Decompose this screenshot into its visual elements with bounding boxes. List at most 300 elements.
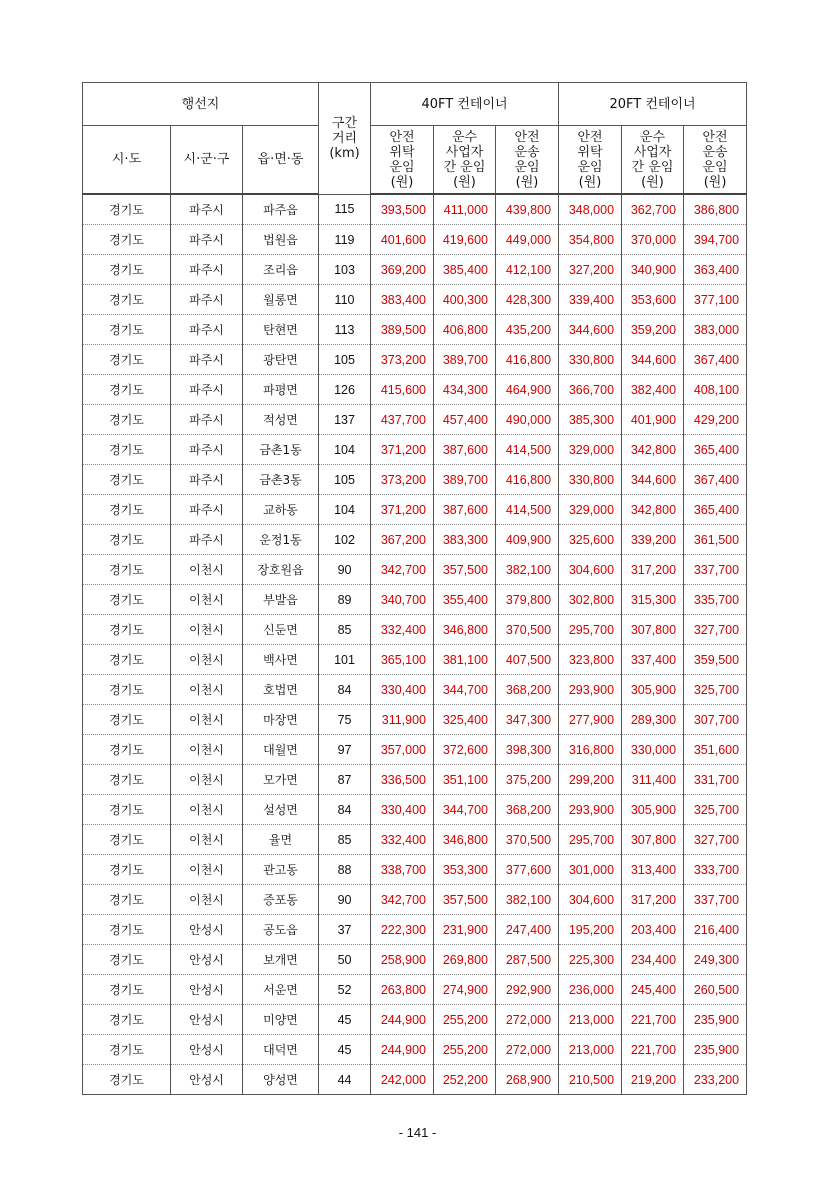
cell-sigungu: 이천시: [171, 735, 243, 765]
cell-40ft-safe-transport-fare: 370,500: [496, 825, 559, 855]
cell-20ft-safe-consign-fare: 213,000: [559, 1035, 622, 1065]
cell-sigungu: 이천시: [171, 885, 243, 915]
header-20ft-safe-consign: 안전 위탁 운임 (원): [559, 126, 622, 195]
cell-distance-km: 104: [319, 495, 371, 525]
table-row: [83, 1065, 747, 1095]
cell-20ft-safe-consign-fare: 295,700: [559, 615, 622, 645]
cell-20ft-safe-consign-fare: 304,600: [559, 885, 622, 915]
cell-20ft-safe-consign-fare: 385,300: [559, 405, 622, 435]
cell-40ft-safe-consign-fare: 336,500: [371, 765, 434, 795]
cell-40ft-safe-transport-fare: 414,500: [496, 435, 559, 465]
cell-20ft-safe-consign-fare: 329,000: [559, 435, 622, 465]
cell-eupmyeondong: 조리읍: [243, 255, 319, 285]
table-row: [83, 945, 747, 975]
cell-20ft-carrier-fare: 342,800: [622, 435, 684, 465]
cell-eupmyeondong: 운정1동: [243, 525, 319, 555]
cell-sigungu: 파주시: [171, 435, 243, 465]
cell-20ft-safe-transport-fare: 327,700: [684, 825, 747, 855]
cell-20ft-safe-consign-fare: 195,200: [559, 915, 622, 945]
cell-eupmyeondong: 적성면: [243, 405, 319, 435]
cell-20ft-safe-transport-fare: 233,200: [684, 1065, 747, 1095]
cell-20ft-safe-transport-fare: 337,700: [684, 885, 747, 915]
cell-20ft-safe-transport-fare: 337,700: [684, 555, 747, 585]
cell-distance-km: 85: [319, 825, 371, 855]
cell-40ft-safe-transport-fare: 272,000: [496, 1035, 559, 1065]
cell-40ft-safe-transport-fare: 382,100: [496, 885, 559, 915]
cell-40ft-safe-consign-fare: 338,700: [371, 855, 434, 885]
cell-sigungu: 안성시: [171, 975, 243, 1005]
cell-40ft-carrier-fare: 269,800: [434, 945, 496, 975]
cell-40ft-safe-consign-fare: 401,600: [371, 225, 434, 255]
cell-20ft-safe-transport-fare: 335,700: [684, 585, 747, 615]
cell-40ft-safe-transport-fare: 368,200: [496, 675, 559, 705]
cell-eupmyeondong: 금촌3동: [243, 465, 319, 495]
cell-distance-km: 102: [319, 525, 371, 555]
cell-20ft-carrier-fare: 339,200: [622, 525, 684, 555]
cell-20ft-safe-consign-fare: 329,000: [559, 495, 622, 525]
header-sido: 시·도: [83, 126, 171, 195]
table-row: [83, 375, 747, 405]
cell-40ft-safe-consign-fare: 244,900: [371, 1005, 434, 1035]
cell-eupmyeondong: 금촌1동: [243, 435, 319, 465]
cell-20ft-carrier-fare: 234,400: [622, 945, 684, 975]
cell-sigungu: 파주시: [171, 495, 243, 525]
cell-eupmyeondong: 광탄면: [243, 345, 319, 375]
cell-40ft-safe-consign-fare: 332,400: [371, 825, 434, 855]
cell-20ft-safe-consign-fare: 225,300: [559, 945, 622, 975]
cell-40ft-safe-consign-fare: 371,200: [371, 495, 434, 525]
cell-40ft-carrier-fare: 252,200: [434, 1065, 496, 1095]
header-distance: 구간 거리 (km): [319, 83, 371, 195]
cell-20ft-safe-transport-fare: 235,900: [684, 1005, 747, 1035]
cell-sido: 경기도: [83, 615, 171, 645]
cell-40ft-safe-transport-fare: 292,900: [496, 975, 559, 1005]
cell-20ft-safe-transport-fare: 365,400: [684, 435, 747, 465]
cell-eupmyeondong: 부발읍: [243, 585, 319, 615]
cell-20ft-carrier-fare: 313,400: [622, 855, 684, 885]
table-row: [83, 885, 747, 915]
cell-40ft-carrier-fare: 274,900: [434, 975, 496, 1005]
cell-40ft-carrier-fare: 419,600: [434, 225, 496, 255]
cell-eupmyeondong: 관고동: [243, 855, 319, 885]
cell-sido: 경기도: [83, 915, 171, 945]
cell-sido: 경기도: [83, 1005, 171, 1035]
cell-40ft-carrier-fare: 255,200: [434, 1035, 496, 1065]
cell-40ft-carrier-fare: 346,800: [434, 615, 496, 645]
cell-40ft-carrier-fare: 344,700: [434, 795, 496, 825]
cell-eupmyeondong: 대월면: [243, 735, 319, 765]
cell-40ft-safe-transport-fare: 416,800: [496, 345, 559, 375]
page-number: - 141 -: [398, 1125, 437, 1140]
cell-40ft-carrier-fare: 411,000: [434, 194, 496, 225]
cell-40ft-safe-consign-fare: 311,900: [371, 705, 434, 735]
cell-40ft-carrier-fare: 387,600: [434, 435, 496, 465]
cell-distance-km: 88: [319, 855, 371, 885]
cell-20ft-safe-consign-fare: 330,800: [559, 465, 622, 495]
cell-sido: 경기도: [83, 1065, 171, 1095]
cell-eupmyeondong: 서운면: [243, 975, 319, 1005]
freight-rate-table: [82, 82, 747, 1095]
cell-20ft-carrier-fare: 344,600: [622, 465, 684, 495]
cell-20ft-safe-consign-fare: 304,600: [559, 555, 622, 585]
cell-20ft-safe-consign-fare: 299,200: [559, 765, 622, 795]
cell-20ft-safe-transport-fare: 325,700: [684, 675, 747, 705]
cell-sigungu: 파주시: [171, 465, 243, 495]
cell-40ft-safe-consign-fare: 373,200: [371, 345, 434, 375]
cell-20ft-safe-transport-fare: 249,300: [684, 945, 747, 975]
cell-distance-km: 105: [319, 465, 371, 495]
cell-40ft-safe-transport-fare: 407,500: [496, 645, 559, 675]
table-row: [83, 405, 747, 435]
cell-40ft-safe-consign-fare: 222,300: [371, 915, 434, 945]
cell-40ft-safe-consign-fare: 371,200: [371, 435, 434, 465]
cell-40ft-safe-transport-fare: 439,800: [496, 194, 559, 225]
cell-20ft-carrier-fare: 305,900: [622, 675, 684, 705]
cell-20ft-safe-consign-fare: 339,400: [559, 285, 622, 315]
cell-20ft-carrier-fare: 401,900: [622, 405, 684, 435]
cell-40ft-safe-transport-fare: 416,800: [496, 465, 559, 495]
cell-20ft-carrier-fare: 311,400: [622, 765, 684, 795]
cell-20ft-safe-consign-fare: 327,200: [559, 255, 622, 285]
cell-eupmyeondong: 대덕면: [243, 1035, 319, 1065]
table-row: [83, 615, 747, 645]
cell-20ft-safe-transport-fare: 383,000: [684, 315, 747, 345]
cell-sigungu: 파주시: [171, 315, 243, 345]
cell-20ft-safe-transport-fare: 367,400: [684, 465, 747, 495]
cell-distance-km: 37: [319, 915, 371, 945]
table-row: [83, 675, 747, 705]
cell-distance-km: 119: [319, 225, 371, 255]
cell-sigungu: 이천시: [171, 675, 243, 705]
cell-eupmyeondong: 마장면: [243, 705, 319, 735]
table-row: [83, 765, 747, 795]
cell-20ft-carrier-fare: 317,200: [622, 885, 684, 915]
cell-40ft-safe-consign-fare: 263,800: [371, 975, 434, 1005]
cell-distance-km: 84: [319, 795, 371, 825]
cell-20ft-safe-transport-fare: 331,700: [684, 765, 747, 795]
cell-sigungu: 파주시: [171, 225, 243, 255]
cell-distance-km: 45: [319, 1035, 371, 1065]
cell-40ft-carrier-fare: 387,600: [434, 495, 496, 525]
cell-sido: 경기도: [83, 735, 171, 765]
cell-20ft-carrier-fare: 330,000: [622, 735, 684, 765]
cell-eupmyeondong: 탄현면: [243, 315, 319, 345]
cell-40ft-safe-transport-fare: 272,000: [496, 1005, 559, 1035]
cell-20ft-safe-consign-fare: 348,000: [559, 194, 622, 225]
cell-40ft-safe-transport-fare: 268,900: [496, 1065, 559, 1095]
cell-40ft-safe-transport-fare: 377,600: [496, 855, 559, 885]
table-row: [83, 225, 747, 255]
cell-20ft-safe-transport-fare: 394,700: [684, 225, 747, 255]
cell-sigungu: 이천시: [171, 765, 243, 795]
table-row: [83, 795, 747, 825]
cell-20ft-safe-transport-fare: 325,700: [684, 795, 747, 825]
cell-20ft-safe-consign-fare: 354,800: [559, 225, 622, 255]
cell-distance-km: 113: [319, 315, 371, 345]
cell-20ft-safe-consign-fare: 302,800: [559, 585, 622, 615]
cell-sido: 경기도: [83, 194, 171, 225]
cell-40ft-safe-consign-fare: 340,700: [371, 585, 434, 615]
cell-eupmyeondong: 법원읍: [243, 225, 319, 255]
cell-20ft-safe-consign-fare: 366,700: [559, 375, 622, 405]
cell-distance-km: 50: [319, 945, 371, 975]
cell-sigungu: 안성시: [171, 1005, 243, 1035]
cell-20ft-carrier-fare: 221,700: [622, 1035, 684, 1065]
cell-eupmyeondong: 미양면: [243, 1005, 319, 1035]
cell-40ft-carrier-fare: 406,800: [434, 315, 496, 345]
cell-sido: 경기도: [83, 525, 171, 555]
cell-sido: 경기도: [83, 795, 171, 825]
cell-40ft-carrier-fare: 346,800: [434, 825, 496, 855]
header-20ft-group: 20FT 컨테이너: [559, 83, 747, 126]
cell-distance-km: 110: [319, 285, 371, 315]
cell-eupmyeondong: 파주읍: [243, 194, 319, 225]
cell-20ft-carrier-fare: 305,900: [622, 795, 684, 825]
cell-20ft-carrier-fare: 221,700: [622, 1005, 684, 1035]
cell-eupmyeondong: 율면: [243, 825, 319, 855]
table-row: [83, 255, 747, 285]
cell-distance-km: 52: [319, 975, 371, 1005]
table-row: [83, 855, 747, 885]
cell-20ft-carrier-fare: 219,200: [622, 1065, 684, 1095]
table-row: [83, 1035, 747, 1065]
cell-20ft-carrier-fare: 353,600: [622, 285, 684, 315]
table-row: [83, 825, 747, 855]
cell-sigungu: 이천시: [171, 555, 243, 585]
cell-40ft-safe-consign-fare: 367,200: [371, 525, 434, 555]
cell-sido: 경기도: [83, 555, 171, 585]
cell-40ft-safe-consign-fare: 258,900: [371, 945, 434, 975]
cell-sido: 경기도: [83, 1035, 171, 1065]
cell-sigungu: 파주시: [171, 525, 243, 555]
cell-20ft-carrier-fare: 317,200: [622, 555, 684, 585]
table-row: [83, 1005, 747, 1035]
cell-20ft-carrier-fare: 289,300: [622, 705, 684, 735]
cell-20ft-safe-consign-fare: 277,900: [559, 705, 622, 735]
cell-40ft-safe-transport-fare: 287,500: [496, 945, 559, 975]
cell-sigungu: 파주시: [171, 375, 243, 405]
header-40ft-group: 40FT 컨테이너: [371, 83, 559, 126]
cell-distance-km: 126: [319, 375, 371, 405]
cell-sigungu: 파주시: [171, 255, 243, 285]
cell-sigungu: 이천시: [171, 615, 243, 645]
cell-20ft-carrier-fare: 362,700: [622, 194, 684, 225]
cell-40ft-carrier-fare: 381,100: [434, 645, 496, 675]
cell-sido: 경기도: [83, 465, 171, 495]
cell-distance-km: 90: [319, 885, 371, 915]
cell-40ft-safe-transport-fare: 375,200: [496, 765, 559, 795]
cell-sido: 경기도: [83, 945, 171, 975]
cell-distance-km: 89: [319, 585, 371, 615]
cell-distance-km: 90: [319, 555, 371, 585]
cell-40ft-safe-transport-fare: 490,000: [496, 405, 559, 435]
cell-distance-km: 84: [319, 675, 371, 705]
cell-sido: 경기도: [83, 825, 171, 855]
cell-sido: 경기도: [83, 705, 171, 735]
cell-40ft-safe-transport-fare: 368,200: [496, 795, 559, 825]
cell-distance-km: 101: [319, 645, 371, 675]
cell-20ft-carrier-fare: 382,400: [622, 375, 684, 405]
cell-40ft-safe-transport-fare: 382,100: [496, 555, 559, 585]
cell-20ft-safe-consign-fare: 213,000: [559, 1005, 622, 1035]
cell-sido: 경기도: [83, 255, 171, 285]
cell-40ft-carrier-fare: 353,300: [434, 855, 496, 885]
cell-sigungu: 파주시: [171, 405, 243, 435]
cell-distance-km: 45: [319, 1005, 371, 1035]
cell-20ft-safe-consign-fare: 236,000: [559, 975, 622, 1005]
cell-40ft-safe-consign-fare: 244,900: [371, 1035, 434, 1065]
header-region: 행선지: [83, 83, 319, 126]
cell-20ft-safe-transport-fare: 216,400: [684, 915, 747, 945]
cell-sigungu: 이천시: [171, 825, 243, 855]
cell-20ft-safe-consign-fare: 293,900: [559, 795, 622, 825]
cell-40ft-carrier-fare: 434,300: [434, 375, 496, 405]
cell-20ft-safe-consign-fare: 325,600: [559, 525, 622, 555]
cell-40ft-safe-consign-fare: 389,500: [371, 315, 434, 345]
cell-sigungu: 파주시: [171, 194, 243, 225]
table-body: [83, 194, 747, 1095]
table-row: [83, 645, 747, 675]
cell-20ft-safe-consign-fare: 330,800: [559, 345, 622, 375]
cell-20ft-carrier-fare: 342,800: [622, 495, 684, 525]
header-20ft-carrier: 운수 사업자 간 운임 (원): [622, 126, 684, 195]
cell-40ft-carrier-fare: 357,500: [434, 885, 496, 915]
cell-20ft-safe-transport-fare: 365,400: [684, 495, 747, 525]
cell-40ft-carrier-fare: 357,500: [434, 555, 496, 585]
cell-40ft-safe-consign-fare: 332,400: [371, 615, 434, 645]
cell-40ft-safe-consign-fare: 369,200: [371, 255, 434, 285]
cell-20ft-carrier-fare: 307,800: [622, 825, 684, 855]
cell-distance-km: 85: [319, 615, 371, 645]
cell-20ft-safe-consign-fare: 295,700: [559, 825, 622, 855]
cell-40ft-safe-consign-fare: 330,400: [371, 675, 434, 705]
cell-20ft-safe-transport-fare: 367,400: [684, 345, 747, 375]
table-row: [83, 975, 747, 1005]
cell-sigungu: 안성시: [171, 1065, 243, 1095]
cell-40ft-safe-consign-fare: 415,600: [371, 375, 434, 405]
cell-40ft-carrier-fare: 400,300: [434, 285, 496, 315]
cell-20ft-safe-transport-fare: 361,500: [684, 525, 747, 555]
cell-40ft-safe-transport-fare: 414,500: [496, 495, 559, 525]
cell-20ft-carrier-fare: 370,000: [622, 225, 684, 255]
table-row: [83, 555, 747, 585]
cell-20ft-carrier-fare: 340,900: [622, 255, 684, 285]
cell-distance-km: 137: [319, 405, 371, 435]
cell-distance-km: 104: [319, 435, 371, 465]
cell-sigungu: 안성시: [171, 1035, 243, 1065]
cell-sido: 경기도: [83, 285, 171, 315]
cell-sido: 경기도: [83, 765, 171, 795]
cell-20ft-carrier-fare: 245,400: [622, 975, 684, 1005]
cell-40ft-carrier-fare: 255,200: [434, 1005, 496, 1035]
cell-40ft-carrier-fare: 231,900: [434, 915, 496, 945]
cell-eupmyeondong: 공도읍: [243, 915, 319, 945]
table-row: [83, 915, 747, 945]
cell-20ft-safe-transport-fare: 351,600: [684, 735, 747, 765]
table-row: [83, 705, 747, 735]
cell-20ft-carrier-fare: 344,600: [622, 345, 684, 375]
table-row: [83, 495, 747, 525]
cell-40ft-safe-transport-fare: 347,300: [496, 705, 559, 735]
cell-40ft-safe-transport-fare: 398,300: [496, 735, 559, 765]
cell-40ft-carrier-fare: 385,400: [434, 255, 496, 285]
cell-sido: 경기도: [83, 405, 171, 435]
cell-40ft-safe-transport-fare: 449,000: [496, 225, 559, 255]
cell-eupmyeondong: 신둔면: [243, 615, 319, 645]
cell-40ft-safe-transport-fare: 379,800: [496, 585, 559, 615]
cell-20ft-safe-transport-fare: 408,100: [684, 375, 747, 405]
cell-40ft-safe-transport-fare: 370,500: [496, 615, 559, 645]
cell-sido: 경기도: [83, 435, 171, 465]
cell-eupmyeondong: 장호원읍: [243, 555, 319, 585]
cell-sigungu: 안성시: [171, 945, 243, 975]
cell-eupmyeondong: 증포동: [243, 885, 319, 915]
cell-sido: 경기도: [83, 315, 171, 345]
table-row: [83, 285, 747, 315]
cell-20ft-safe-transport-fare: 386,800: [684, 194, 747, 225]
cell-sido: 경기도: [83, 645, 171, 675]
cell-20ft-safe-transport-fare: 307,700: [684, 705, 747, 735]
cell-40ft-carrier-fare: 355,400: [434, 585, 496, 615]
cell-sido: 경기도: [83, 675, 171, 705]
cell-20ft-carrier-fare: 307,800: [622, 615, 684, 645]
cell-sigungu: 파주시: [171, 285, 243, 315]
cell-sido: 경기도: [83, 855, 171, 885]
header-40ft-carrier: 운수 사업자 간 운임 (원): [434, 126, 496, 195]
table-row: [83, 194, 747, 225]
table-row: [83, 435, 747, 465]
cell-40ft-carrier-fare: 389,700: [434, 465, 496, 495]
cell-40ft-safe-consign-fare: 357,000: [371, 735, 434, 765]
cell-eupmyeondong: 월롱면: [243, 285, 319, 315]
cell-sigungu: 이천시: [171, 645, 243, 675]
header-eupmyeondong: 읍·면·동: [243, 126, 319, 195]
cell-40ft-safe-consign-fare: 242,000: [371, 1065, 434, 1095]
cell-40ft-safe-consign-fare: 330,400: [371, 795, 434, 825]
cell-40ft-carrier-fare: 325,400: [434, 705, 496, 735]
table-row: [83, 315, 747, 345]
cell-distance-km: 44: [319, 1065, 371, 1095]
cell-20ft-safe-transport-fare: 363,400: [684, 255, 747, 285]
cell-sido: 경기도: [83, 345, 171, 375]
cell-40ft-carrier-fare: 389,700: [434, 345, 496, 375]
cell-40ft-safe-transport-fare: 412,100: [496, 255, 559, 285]
cell-40ft-carrier-fare: 383,300: [434, 525, 496, 555]
cell-20ft-safe-transport-fare: 359,500: [684, 645, 747, 675]
cell-sido: 경기도: [83, 585, 171, 615]
cell-20ft-safe-consign-fare: 293,900: [559, 675, 622, 705]
cell-40ft-carrier-fare: 351,100: [434, 765, 496, 795]
cell-sido: 경기도: [83, 495, 171, 525]
header-40ft-safe-transport: 안전 운송 운임 (원): [496, 126, 559, 195]
cell-sido: 경기도: [83, 375, 171, 405]
table-row: [83, 345, 747, 375]
cell-sido: 경기도: [83, 975, 171, 1005]
cell-20ft-safe-transport-fare: 429,200: [684, 405, 747, 435]
cell-20ft-safe-consign-fare: 316,800: [559, 735, 622, 765]
cell-20ft-carrier-fare: 315,300: [622, 585, 684, 615]
cell-20ft-carrier-fare: 203,400: [622, 915, 684, 945]
cell-20ft-carrier-fare: 359,200: [622, 315, 684, 345]
cell-40ft-safe-transport-fare: 247,400: [496, 915, 559, 945]
cell-eupmyeondong: 설성면: [243, 795, 319, 825]
cell-distance-km: 115: [319, 194, 371, 225]
cell-20ft-safe-consign-fare: 344,600: [559, 315, 622, 345]
cell-distance-km: 87: [319, 765, 371, 795]
cell-sigungu: 이천시: [171, 795, 243, 825]
table-row: [83, 735, 747, 765]
cell-40ft-safe-consign-fare: 342,700: [371, 555, 434, 585]
